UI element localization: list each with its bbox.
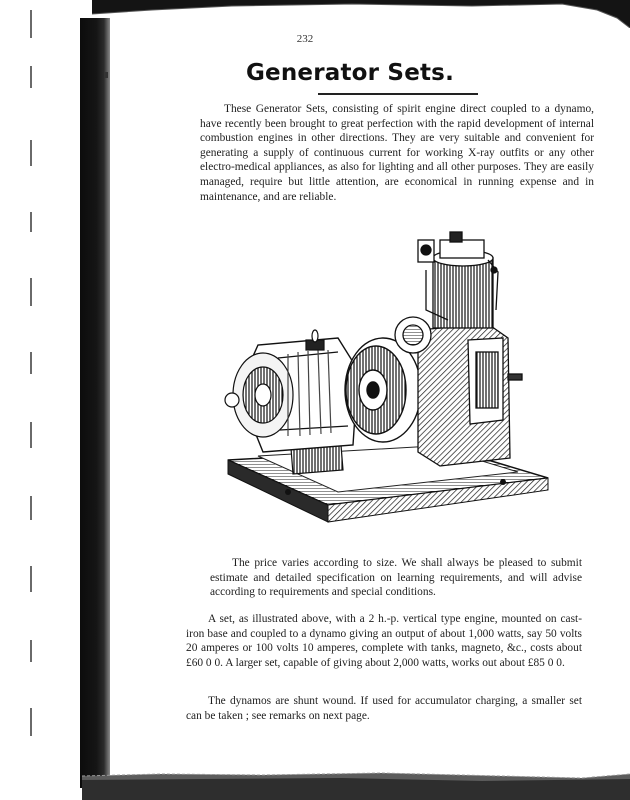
- scan-tick: [30, 640, 32, 662]
- price-paragraph: The price varies according to size. We shall always be pleased to submit estimate and detailed specification on learning requirements, and will advise according to requirements and special conditions.: [210, 557, 582, 599]
- scan-margin: [0, 0, 80, 800]
- page-number: 232: [296, 33, 314, 45]
- margin-mark: [104, 72, 108, 78]
- scan-tick: [30, 352, 32, 374]
- top-page-edge: [92, 0, 630, 28]
- generator-set-illustration: [218, 230, 554, 525]
- set-details-paragraph: A set, as illustrated above, with a 2 h.-p. vertical type engine, mounted on cast-iron base and coupled to a dynamo giving an output of about 1,000 watts, say 50 volts 20 amperes or 100 volts 10 amperes, complete with tanks, magneto, &c., costs about £60 0 0. A larger set, capable of giving about 2,000 watts, works out about £85 0 0.: [186, 613, 582, 669]
- page-title: Generator Sets.: [245, 60, 455, 86]
- scan-tick: [30, 566, 32, 592]
- engine-cylinder: [418, 232, 498, 328]
- scan-tick: [30, 212, 32, 232]
- scan-tick: [30, 66, 32, 88]
- bottom-page-edge: [82, 762, 630, 800]
- dynamos-paragraph: The dynamos are shunt wound. If used for accumulator charging, a smaller set can be taken ; see remarks on next page.: [186, 695, 582, 722]
- scan-tick: [30, 708, 32, 736]
- scan-tick: [30, 140, 32, 166]
- title-underline: [318, 93, 478, 95]
- book-spine-shadow: [80, 18, 110, 788]
- scan-tick: [30, 10, 32, 38]
- scan-tick: [30, 496, 32, 520]
- scan-tick: [30, 422, 32, 448]
- scan-tick: [30, 278, 32, 306]
- intro-paragraph: These Generator Sets, consisting of spirit engine direct coupled to a dynamo, have recently been brought to great perfection with the rapid development of internal combustion engines in other directions. They are very suitable and convenient for generating a supply of continuous current for working X-ray outfits or any other electro-medical appliances, as also for lighting and all other purposes. They are easily managed, require but little attention, are economical in running expense and in maintenance, and are reliable.: [200, 103, 594, 203]
- flywheel: [345, 338, 421, 442]
